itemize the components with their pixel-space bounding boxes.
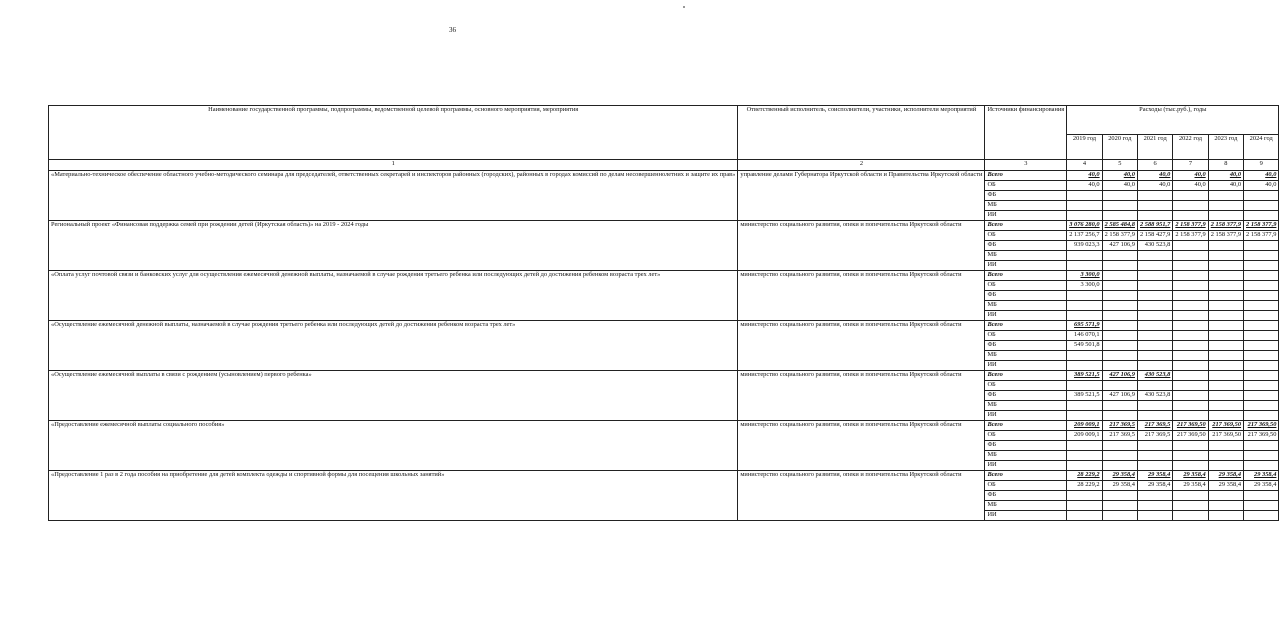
funding-source: ОБ <box>985 181 1067 191</box>
funding-source: ФБ <box>985 191 1067 201</box>
column-number: 3 <box>985 160 1067 171</box>
amount-cell <box>1244 311 1279 321</box>
amount-cell <box>1067 491 1102 501</box>
funding-source: МБ <box>985 251 1067 261</box>
amount-cell: 40,0 <box>1067 171 1102 181</box>
amount-cell: 28 229,2 <box>1067 471 1102 481</box>
measure-executor: министерство социального развития, опеки и попечительства Иркутской области <box>738 321 985 371</box>
amount-cell <box>1067 301 1102 311</box>
amount-cell <box>1137 251 1172 261</box>
funding-source: ФБ <box>985 391 1067 401</box>
measure-executor: министерство социального развития, опеки и попечительства Иркутской области <box>738 371 985 421</box>
amount-cell <box>1173 261 1208 271</box>
amount-cell <box>1244 251 1279 261</box>
amount-cell <box>1102 511 1137 521</box>
measure-name: «Предоставление 1 раз в 2 года пособия на приобретение для детей комплекта одежды и спортивной формы для посещения школьных занятий» <box>49 471 738 521</box>
amount-cell: 3 076 280,0 <box>1067 221 1102 231</box>
amount-cell <box>1244 201 1279 211</box>
header-year: 2022 год <box>1173 135 1208 160</box>
funding-source: ИИ <box>985 361 1067 371</box>
amount-cell <box>1244 501 1279 511</box>
amount-cell <box>1067 461 1102 471</box>
amount-cell <box>1067 361 1102 371</box>
amount-cell <box>1102 311 1137 321</box>
amount-cell: 2 158 377,9 <box>1102 231 1137 241</box>
amount-cell <box>1173 241 1208 251</box>
amount-cell: 29 358,4 <box>1208 481 1243 491</box>
funding-source: ОБ <box>985 331 1067 341</box>
amount-cell <box>1173 401 1208 411</box>
amount-cell <box>1102 261 1137 271</box>
amount-cell <box>1244 341 1279 351</box>
funding-source: ОБ <box>985 381 1067 391</box>
amount-cell: 40,0 <box>1208 181 1243 191</box>
amount-cell <box>1244 491 1279 501</box>
amount-cell: 427 106,9 <box>1102 391 1137 401</box>
amount-cell <box>1173 201 1208 211</box>
amount-cell <box>1102 251 1137 261</box>
amount-cell <box>1102 341 1137 351</box>
table-row <box>49 321 1279 331</box>
header-year: 2023 год <box>1208 135 1243 160</box>
amount-cell <box>1067 401 1102 411</box>
column-number: 8 <box>1208 160 1243 171</box>
amount-cell <box>1173 381 1208 391</box>
measure-executor: министерство социального развития, опеки и попечительства Иркутской области <box>738 271 985 321</box>
amount-cell <box>1137 511 1172 521</box>
amount-cell <box>1208 341 1243 351</box>
measure-executor: министерство социального развития, опеки и попечительства Иркутской области <box>738 471 985 521</box>
funding-source: Всего <box>985 321 1067 331</box>
amount-cell <box>1067 511 1102 521</box>
amount-cell: 2 158 427,9 <box>1137 231 1172 241</box>
amount-cell <box>1208 381 1243 391</box>
amount-cell <box>1173 451 1208 461</box>
amount-cell <box>1173 411 1208 421</box>
funding-source: ФБ <box>985 241 1067 251</box>
amount-cell <box>1067 211 1102 221</box>
amount-cell: 217 369,5 <box>1137 431 1172 441</box>
amount-cell <box>1244 191 1279 201</box>
amount-cell <box>1208 371 1243 381</box>
header-year: 2024 год <box>1244 135 1279 160</box>
header-name: Наименование государственной программы, подпрограммы, ведомственной целевой программы, основного мероприятия, мероприятия <box>49 106 738 160</box>
amount-cell <box>1102 191 1137 201</box>
header-executor: Ответственный исполнитель, соисполнители, участники, исполнители мероприятий <box>738 106 985 160</box>
amount-cell: 29 358,4 <box>1244 471 1279 481</box>
amount-cell <box>1208 331 1243 341</box>
header-year: 2021 год <box>1137 135 1172 160</box>
measure-name: «Оплата услуг почтовой связи и банковских услуг для осуществления ежемесячной денежной выплаты, назначаемой в случае рождения третьего ребенка или последующих детей до достижения ребенком возраста трех лет» <box>49 271 738 321</box>
amount-cell <box>1208 301 1243 311</box>
amount-cell <box>1173 331 1208 341</box>
amount-cell: 29 358,4 <box>1208 471 1243 481</box>
measure-name: «Осуществление ежемесячной денежной выплаты, назначаемой в случае рождения третьего ребенка или последующих детей до достижения ребенком возраста трех лет» <box>49 321 738 371</box>
amount-cell <box>1102 361 1137 371</box>
amount-cell <box>1102 351 1137 361</box>
amount-cell <box>1137 271 1172 281</box>
header-year: 2019 год <box>1067 135 1102 160</box>
amount-cell <box>1173 361 1208 371</box>
funding-source: ФБ <box>985 441 1067 451</box>
amount-cell <box>1244 411 1279 421</box>
amount-cell <box>1137 351 1172 361</box>
amount-cell <box>1208 461 1243 471</box>
amount-cell <box>1137 381 1172 391</box>
measure-executor: министерство социального развития, опеки и попечительства Иркутской области <box>738 421 985 471</box>
amount-cell <box>1067 261 1102 271</box>
amount-cell <box>1137 301 1172 311</box>
amount-cell: 40,0 <box>1173 181 1208 191</box>
amount-cell <box>1208 201 1243 211</box>
amount-cell: 209 009,1 <box>1067 431 1102 441</box>
amount-cell <box>1244 331 1279 341</box>
amount-cell <box>1244 211 1279 221</box>
amount-cell <box>1173 341 1208 351</box>
amount-cell <box>1067 381 1102 391</box>
amount-cell: 2 158 377,9 <box>1208 231 1243 241</box>
amount-cell <box>1244 281 1279 291</box>
amount-cell <box>1208 311 1243 321</box>
column-number: 4 <box>1067 160 1102 171</box>
amount-cell <box>1067 441 1102 451</box>
table-row <box>49 471 1279 481</box>
funding-source: МБ <box>985 401 1067 411</box>
amount-cell: 217 369,50 <box>1244 431 1279 441</box>
amount-cell <box>1208 501 1243 511</box>
amount-cell: 40,0 <box>1067 181 1102 191</box>
amount-cell <box>1137 341 1172 351</box>
amount-cell <box>1244 451 1279 461</box>
amount-cell <box>1208 511 1243 521</box>
amount-cell: 29 358,4 <box>1173 471 1208 481</box>
amount-cell <box>1208 351 1243 361</box>
amount-cell <box>1137 321 1172 331</box>
amount-cell <box>1173 351 1208 361</box>
amount-cell: 40,0 <box>1137 171 1172 181</box>
amount-cell <box>1137 501 1172 511</box>
funding-source: Всего <box>985 221 1067 231</box>
amount-cell: 209 009,1 <box>1067 421 1102 431</box>
amount-cell <box>1137 411 1172 421</box>
funding-source: МБ <box>985 451 1067 461</box>
budget-table <box>48 105 1279 521</box>
funding-source: ИИ <box>985 311 1067 321</box>
amount-cell: 427 106,9 <box>1102 371 1137 381</box>
amount-cell <box>1173 511 1208 521</box>
amount-cell: 2 158 377,9 <box>1244 231 1279 241</box>
amount-cell <box>1067 291 1102 301</box>
funding-source: МБ <box>985 301 1067 311</box>
funding-source: МБ <box>985 201 1067 211</box>
column-number: 6 <box>1137 160 1172 171</box>
amount-cell <box>1173 441 1208 451</box>
table-body <box>49 171 1279 521</box>
amount-cell <box>1208 321 1243 331</box>
amount-cell: 2 158 377,9 <box>1208 221 1243 231</box>
amount-cell: 29 358,4 <box>1173 481 1208 491</box>
amount-cell <box>1173 461 1208 471</box>
amount-cell <box>1173 321 1208 331</box>
amount-cell <box>1208 191 1243 201</box>
amount-cell: 28 229,2 <box>1067 481 1102 491</box>
amount-cell: 217 369,5 <box>1137 421 1172 431</box>
amount-cell: 29 358,4 <box>1102 471 1137 481</box>
amount-cell <box>1102 501 1137 511</box>
amount-cell <box>1067 201 1102 211</box>
funding-source: ИИ <box>985 411 1067 421</box>
measure-name: «Осуществление ежемесячной выплаты в связи с рождением (усыновлением) первого ребенка» <box>49 371 738 421</box>
funding-source: ОБ <box>985 481 1067 491</box>
amount-cell <box>1173 271 1208 281</box>
amount-cell <box>1102 401 1137 411</box>
funding-source: Всего <box>985 171 1067 181</box>
amount-cell <box>1102 381 1137 391</box>
amount-cell <box>1137 441 1172 451</box>
funding-source: ИИ <box>985 461 1067 471</box>
amount-cell: 695 571,9 <box>1067 321 1102 331</box>
column-number: 7 <box>1173 160 1208 171</box>
amount-cell <box>1137 401 1172 411</box>
amount-cell <box>1067 311 1102 321</box>
amount-cell: 430 523,8 <box>1137 241 1172 251</box>
table-row <box>49 421 1279 431</box>
amount-cell <box>1244 321 1279 331</box>
amount-cell: 430 523,8 <box>1137 371 1172 381</box>
amount-cell <box>1173 281 1208 291</box>
amount-cell <box>1137 461 1172 471</box>
amount-cell: 217 369,50 <box>1244 421 1279 431</box>
amount-cell <box>1102 291 1137 301</box>
amount-cell: 217 369,50 <box>1208 431 1243 441</box>
amount-cell <box>1244 401 1279 411</box>
amount-cell <box>1067 501 1102 511</box>
column-number: 5 <box>1102 160 1137 171</box>
amount-cell: 2 588 951,7 <box>1137 221 1172 231</box>
amount-cell <box>1137 261 1172 271</box>
amount-cell: 40,0 <box>1173 171 1208 181</box>
amount-cell <box>1244 351 1279 361</box>
amount-cell <box>1208 251 1243 261</box>
amount-cell: 40,0 <box>1102 181 1137 191</box>
amount-cell <box>1137 451 1172 461</box>
amount-cell <box>1137 211 1172 221</box>
amount-cell: 3 300,0 <box>1067 271 1102 281</box>
amount-cell <box>1102 321 1137 331</box>
amount-cell <box>1244 511 1279 521</box>
amount-cell: 40,0 <box>1244 181 1279 191</box>
amount-cell <box>1244 291 1279 301</box>
amount-cell: 389 521,5 <box>1067 371 1102 381</box>
amount-cell: 939 023,3 <box>1067 241 1102 251</box>
amount-cell <box>1102 451 1137 461</box>
amount-cell: 217 369,5 <box>1102 421 1137 431</box>
amount-cell <box>1067 191 1102 201</box>
amount-cell: 29 358,4 <box>1137 471 1172 481</box>
amount-cell <box>1137 361 1172 371</box>
amount-cell: 29 358,4 <box>1102 481 1137 491</box>
column-number: 2 <box>738 160 985 171</box>
scan-speck <box>683 6 685 8</box>
funding-source: ФБ <box>985 291 1067 301</box>
amount-cell <box>1244 261 1279 271</box>
amount-cell <box>1067 351 1102 361</box>
funding-source: ФБ <box>985 341 1067 351</box>
funding-source: МБ <box>985 501 1067 511</box>
amount-cell <box>1208 281 1243 291</box>
amount-cell: 40,0 <box>1208 171 1243 181</box>
amount-cell <box>1102 211 1137 221</box>
funding-source: ФБ <box>985 491 1067 501</box>
amount-cell <box>1137 291 1172 301</box>
amount-cell <box>1067 451 1102 461</box>
amount-cell <box>1067 411 1102 421</box>
header-source: Источники финансирования <box>985 106 1067 160</box>
amount-cell: 29 358,4 <box>1244 481 1279 491</box>
amount-cell: 217 369,50 <box>1173 421 1208 431</box>
funding-source: ИИ <box>985 211 1067 221</box>
amount-cell <box>1173 501 1208 511</box>
table-row <box>49 171 1279 181</box>
amount-cell <box>1208 491 1243 501</box>
measure-executor: управление делами Губернатора Иркутской области и Правительства Иркутской области <box>738 171 985 221</box>
amount-cell <box>1102 441 1137 451</box>
amount-cell <box>1102 281 1137 291</box>
funding-source: МБ <box>985 351 1067 361</box>
funding-source: ОБ <box>985 281 1067 291</box>
amount-cell <box>1208 391 1243 401</box>
measure-name: «Материально-техническое обеспечение областного учебно-методического семинара для председателей, ответственных секретарей и инспекторов районных (городских), районных в городах комиссий по делам несовершеннолетних и защите их прав» <box>49 171 738 221</box>
amount-cell: 389 521,5 <box>1067 391 1102 401</box>
amount-cell <box>1244 271 1279 281</box>
amount-cell <box>1102 331 1137 341</box>
amount-cell: 40,0 <box>1102 171 1137 181</box>
funding-source: Всего <box>985 371 1067 381</box>
amount-cell: 2 585 484,8 <box>1102 221 1137 231</box>
amount-cell <box>1244 371 1279 381</box>
measure-name: «Предоставление ежемесячной выплаты социального пособия» <box>49 421 738 471</box>
amount-cell <box>1244 441 1279 451</box>
measure-name: Региональный проект «Финансовая поддержка семей при рождении детей (Иркутская область)» на 2019 - 2024 годы <box>49 221 738 271</box>
amount-cell <box>1208 241 1243 251</box>
amount-cell <box>1067 251 1102 261</box>
amount-cell: 2 158 377,9 <box>1173 231 1208 241</box>
amount-cell: 217 369,50 <box>1173 431 1208 441</box>
amount-cell <box>1137 201 1172 211</box>
amount-cell <box>1244 301 1279 311</box>
amount-cell: 427 106,9 <box>1102 241 1137 251</box>
header-expenses: Расходы (тыс.руб.), годы <box>1067 106 1279 135</box>
amount-cell: 430 523,8 <box>1137 391 1172 401</box>
amount-cell <box>1244 381 1279 391</box>
amount-cell: 2 158 377,9 <box>1244 221 1279 231</box>
amount-cell: 2 158 377,9 <box>1173 221 1208 231</box>
table-row <box>49 271 1279 281</box>
amount-cell <box>1173 291 1208 301</box>
page-number: 36 <box>449 26 456 34</box>
amount-cell <box>1137 491 1172 501</box>
amount-cell: 40,0 <box>1244 171 1279 181</box>
amount-cell <box>1173 491 1208 501</box>
amount-cell <box>1208 401 1243 411</box>
funding-source: Всего <box>985 471 1067 481</box>
amount-cell <box>1102 461 1137 471</box>
amount-cell <box>1208 271 1243 281</box>
amount-cell: 217 369,5 <box>1102 431 1137 441</box>
amount-cell <box>1173 311 1208 321</box>
amount-cell <box>1208 211 1243 221</box>
measure-executor: министерство социального развития, опеки и попечительства Иркутской области <box>738 221 985 271</box>
amount-cell <box>1244 361 1279 371</box>
amount-cell <box>1137 331 1172 341</box>
amount-cell <box>1173 211 1208 221</box>
amount-cell <box>1208 441 1243 451</box>
funding-source: Всего <box>985 421 1067 431</box>
header-year: 2020 год <box>1102 135 1137 160</box>
funding-source: Всего <box>985 271 1067 281</box>
amount-cell <box>1244 391 1279 401</box>
amount-cell <box>1173 371 1208 381</box>
amount-cell <box>1173 391 1208 401</box>
amount-cell <box>1102 271 1137 281</box>
column-number: 1 <box>49 160 738 171</box>
amount-cell <box>1137 191 1172 201</box>
amount-cell: 40,0 <box>1137 181 1172 191</box>
funding-source: ИИ <box>985 261 1067 271</box>
amount-cell <box>1244 241 1279 251</box>
amount-cell <box>1102 491 1137 501</box>
column-number: 9 <box>1244 160 1279 171</box>
amount-cell <box>1208 261 1243 271</box>
amount-cell <box>1208 411 1243 421</box>
amount-cell: 3 300,0 <box>1067 281 1102 291</box>
amount-cell: 29 358,4 <box>1137 481 1172 491</box>
funding-source: ИИ <box>985 511 1067 521</box>
table-row <box>49 221 1279 231</box>
amount-cell <box>1137 311 1172 321</box>
amount-cell <box>1137 281 1172 291</box>
amount-cell: 549 501,8 <box>1067 341 1102 351</box>
amount-cell <box>1102 411 1137 421</box>
amount-cell <box>1173 191 1208 201</box>
amount-cell <box>1102 201 1137 211</box>
amount-cell <box>1244 461 1279 471</box>
table-row <box>49 371 1279 381</box>
funding-source: ОБ <box>985 231 1067 241</box>
amount-cell <box>1208 361 1243 371</box>
amount-cell <box>1173 251 1208 261</box>
amount-cell: 2 137 256,7 <box>1067 231 1102 241</box>
amount-cell <box>1208 451 1243 461</box>
amount-cell <box>1208 291 1243 301</box>
funding-source: ОБ <box>985 431 1067 441</box>
amount-cell: 146 070,1 <box>1067 331 1102 341</box>
amount-cell: 217 369,50 <box>1208 421 1243 431</box>
amount-cell <box>1173 301 1208 311</box>
amount-cell <box>1102 301 1137 311</box>
